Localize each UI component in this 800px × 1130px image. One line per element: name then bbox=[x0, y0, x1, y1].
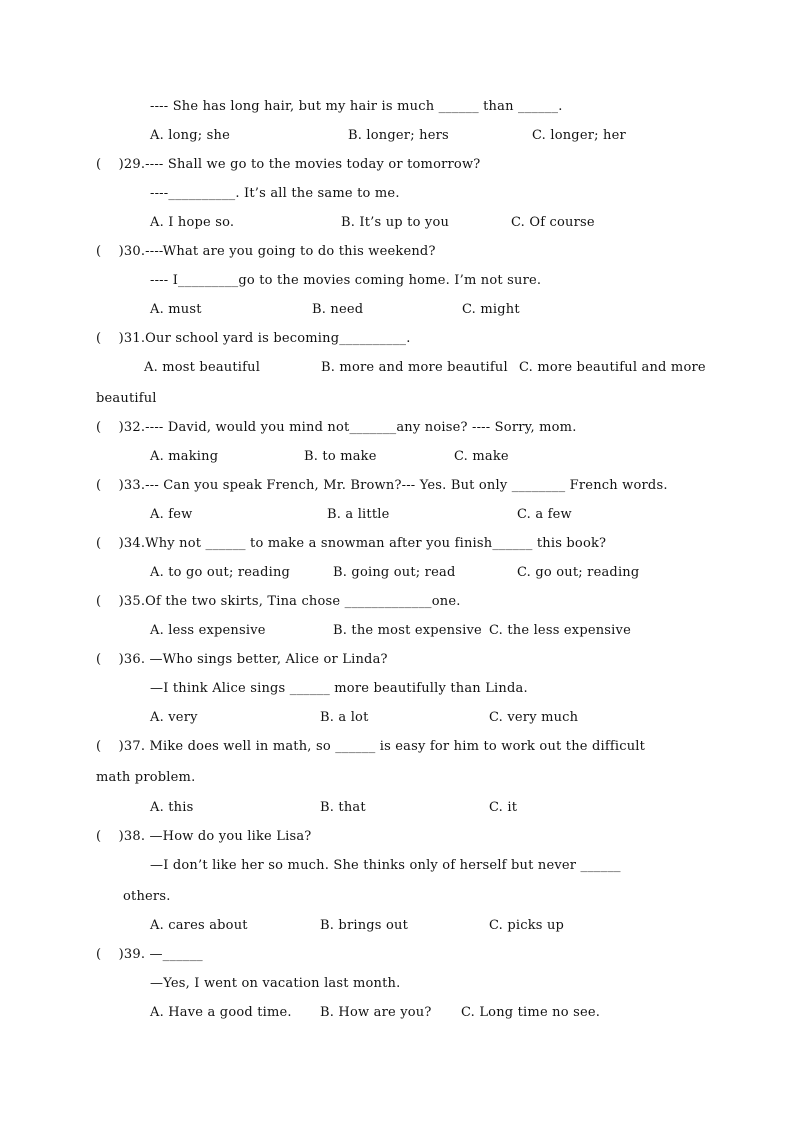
question-line: ---- I_________go to the movies coming home. I’m not sure. bbox=[150, 273, 542, 288]
option-c: C. Of course bbox=[511, 215, 595, 230]
question-line: ( )34.Why not ______ to make a snowman after you finish______ this book? bbox=[96, 536, 607, 551]
question-line: ( )36. —Who sings better, Alice or Linda? bbox=[96, 652, 388, 667]
option-b: B. longer; hers bbox=[348, 128, 449, 143]
option-c: C. very much bbox=[489, 710, 579, 725]
question-line: others. bbox=[123, 889, 171, 904]
question-line: ( )30.----What are you going to do this weekend? bbox=[96, 244, 436, 259]
option-c: C. picks up bbox=[489, 918, 565, 933]
option-c: C. the less expensive bbox=[489, 623, 631, 638]
option-a: A. less expensive bbox=[150, 623, 266, 638]
option-b: B. that bbox=[320, 800, 366, 815]
option-b: B. a little bbox=[327, 507, 390, 522]
question-line: beautiful bbox=[96, 391, 157, 406]
option-a: A. making bbox=[150, 449, 219, 464]
question-line: ( )39. —______ bbox=[96, 947, 203, 962]
question-line: ( )33.--- Can you speak French, Mr. Brown?--- Yes. But only ________ French words. bbox=[96, 478, 668, 493]
option-b: B. brings out bbox=[320, 918, 409, 933]
option-c: C. a few bbox=[517, 507, 572, 522]
option-c: C. longer; her bbox=[532, 128, 626, 143]
option-b: B. How are you? bbox=[320, 1005, 432, 1020]
option-c: C. more beautiful and more bbox=[519, 360, 706, 375]
option-a: A. Have a good time. bbox=[150, 1005, 292, 1020]
question-line: ( )32.---- David, would you mind not_______any noise? ---- Sorry, mom. bbox=[96, 420, 577, 435]
question-line: ( )35.Of the two skirts, Tina chose _____________one. bbox=[96, 594, 461, 609]
option-b: B. need bbox=[312, 302, 364, 317]
option-a: A. to go out; reading bbox=[150, 565, 291, 580]
option-c: C. it bbox=[489, 800, 518, 815]
option-b: B. It’s up to you bbox=[341, 215, 450, 230]
option-b: B. going out; read bbox=[333, 565, 456, 580]
option-c: C. might bbox=[462, 302, 520, 317]
option-c: C. make bbox=[454, 449, 509, 464]
question-line: ( )29.---- Shall we go to the movies today or tomorrow? bbox=[96, 157, 481, 172]
option-b: B. a lot bbox=[320, 710, 369, 725]
question-line: ( )31.Our school yard is becoming__________. bbox=[96, 331, 411, 346]
option-b: B. more and more beautiful bbox=[321, 360, 508, 375]
option-a: A. most beautiful bbox=[144, 360, 261, 375]
question-line: ----__________. It’s all the same to me. bbox=[150, 186, 400, 201]
question-line: ( )38. —How do you like Lisa? bbox=[96, 829, 312, 844]
question-line: ---- She has long hair, but my hair is much ______ than ______. bbox=[150, 99, 563, 114]
question-line: ( )37. Mike does well in math, so ______ is easy for him to work out the difficult bbox=[96, 739, 646, 754]
option-a: A. cares about bbox=[150, 918, 248, 933]
option-a: A. long; she bbox=[150, 128, 230, 143]
option-c: C. Long time no see. bbox=[461, 1005, 601, 1020]
option-a: A. this bbox=[150, 800, 194, 815]
option-b: B. the most expensive bbox=[333, 623, 482, 638]
question-line: —I think Alice sings ______ more beautifully than Linda. bbox=[150, 681, 528, 696]
option-a: A. I hope so. bbox=[150, 215, 235, 230]
option-b: B. to make bbox=[304, 449, 377, 464]
option-a: A. very bbox=[150, 710, 198, 725]
question-line: —Yes, I went on vacation last month. bbox=[150, 976, 401, 991]
question-line: math problem. bbox=[96, 770, 196, 785]
option-a: A. must bbox=[150, 302, 202, 317]
question-line: —I don’t like her so much. She thinks only of herself but never ______ bbox=[150, 858, 621, 873]
option-a: A. few bbox=[150, 507, 193, 522]
option-c: C. go out; reading bbox=[517, 565, 640, 580]
